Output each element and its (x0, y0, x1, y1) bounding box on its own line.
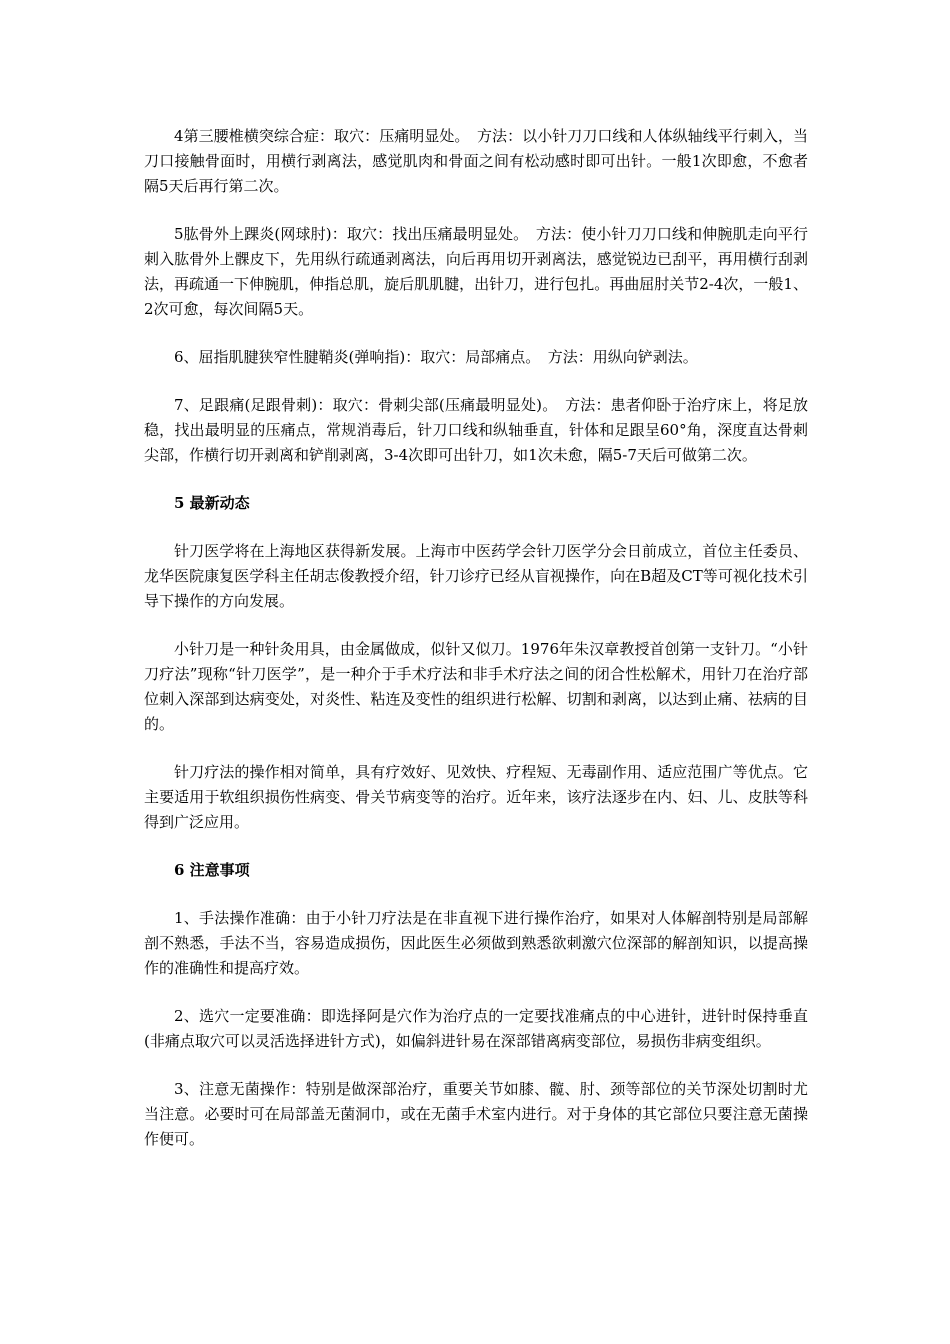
paragraph-gap (144, 322, 808, 345)
document-page (144, 124, 808, 1152)
paragraph-gap (144, 516, 808, 539)
paragraph-gap (144, 737, 808, 760)
paragraph-lumbar-syndrome: 4第三腰椎横突综合症：取穴：压痛明显处。 方法：以小针刀刀口线和人体纵轴线平行刺入，当刀口接触骨面时，用横行剥离法，感觉肌肉和骨面之间有松动感时即可出针。一般1次即愈，不愈者隔5天后再行第二次。 (144, 127, 808, 195)
paragraph-gap (144, 981, 808, 1004)
paragraph-gap (144, 883, 808, 906)
paragraph-trigger-finger: 6、屈指肌腱狭窄性腱鞘炎(弹响指)：取穴：局部痛点。 方法：用纵向铲剥法。 (174, 348, 698, 366)
section-heading-precautions: 6 注意事项 (174, 861, 250, 879)
paragraph-gap (144, 1054, 808, 1077)
paragraph-gap (144, 370, 808, 393)
paragraph-shanghai-news: 针刀医学将在上海地区获得新发展。上海市中医药学会针刀医学分会日前成立，首位主任委员、龙华医院康复医学科主任胡志俊教授介绍，针刀诊疗已经从盲视操作，向在B超及CT等可视化技术引导下操作的方向发展。 (144, 542, 808, 610)
paragraph-precaution-2: 2、选穴一定要准确：即选择阿是穴作为治疗点的一定要找准痛点的中心进针，进针时保持垂直(非痛点取穴可以灵活选择进针方式)，如偏斜进针易在深部错离病变部位，易损伤非病变组织。 (144, 1007, 808, 1050)
paragraph-gap (144, 835, 808, 858)
paragraph-gap (144, 614, 808, 637)
paragraph-gap (144, 199, 808, 222)
section-heading-latest-news: 5 最新动态 (174, 494, 250, 512)
paragraph-therapy-advantages: 针刀疗法的操作相对简单，具有疗效好、见效快、疗程短、无毒副作用、适应范围广等优点。它主要适用于软组织损伤性病变、骨关节病变等的治疗。近年来，该疗法逐步在内、妇、儿、皮肤等科得到广泛应用。 (144, 763, 808, 831)
paragraph-heel-pain: 7、足跟痛(足跟骨刺)：取穴：骨刺尖部(压痛最明显处)。 方法：患者仰卧于治疗床上，将足放稳，找出最明显的压痛点，常规消毒后，针刀口线和纵轴垂直，针体和足跟呈60°角，深度直达骨刺尖部，作横行切开剥离和铲削剥离，3-4次即可出针刀，如1次未愈，隔5-7天后可做第二次。 (144, 396, 808, 464)
paragraph-precaution-1: 1、手法操作准确：由于小针刀疗法是在非直视下进行操作治疗，如果对人体解剖特别是局部解剖不熟悉，手法不当，容易造成损伤，因此医生必须做到熟悉欲刺激穴位深部的解剖知识，以提高操作的准确性和提高疗效。 (144, 909, 808, 977)
paragraph-needle-knife-intro: 小针刀是一种针灸用具，由金属做成，似针又似刀。1976年朱汉章教授首创第一支针刀。“小针刀疗法”现称“针刀医学”，是一种介于手术疗法和非手术疗法之间的闭合性松解术，用针刀在治疗部位刺入深部到达病变处，对炎性、粘连及变性的组织进行松解、切割和剥离，以达到止痛、祛病的目的。 (144, 640, 808, 733)
paragraph-precaution-3: 3、注意无菌操作：特别是做深部治疗，重要关节如膝、髋、肘、颈等部位的关节深处切割时尤当注意。必要时可在局部盖无菌洞巾，或在无菌手术室内进行。对于身体的其它部位只要注意无菌操作便可。 (144, 1080, 808, 1148)
paragraph-tennis-elbow: 5肱骨外上踝炎(网球肘)：取穴：找出压痛最明显处。 方法：使小针刀刀口线和伸腕肌走向平行刺入肱骨外上髁皮下，先用纵行疏通剥离法，向后再用切开剥离法，感觉锐边已刮平，再用横行刮剥法，再疏通一下伸腕肌，伸指总肌，旋后肌肌腱，出针刀，进行包扎。再曲屈肘关节2-4次，一般1、2次可愈，每次间隔5天。 (144, 225, 808, 318)
paragraph-gap (144, 468, 808, 491)
